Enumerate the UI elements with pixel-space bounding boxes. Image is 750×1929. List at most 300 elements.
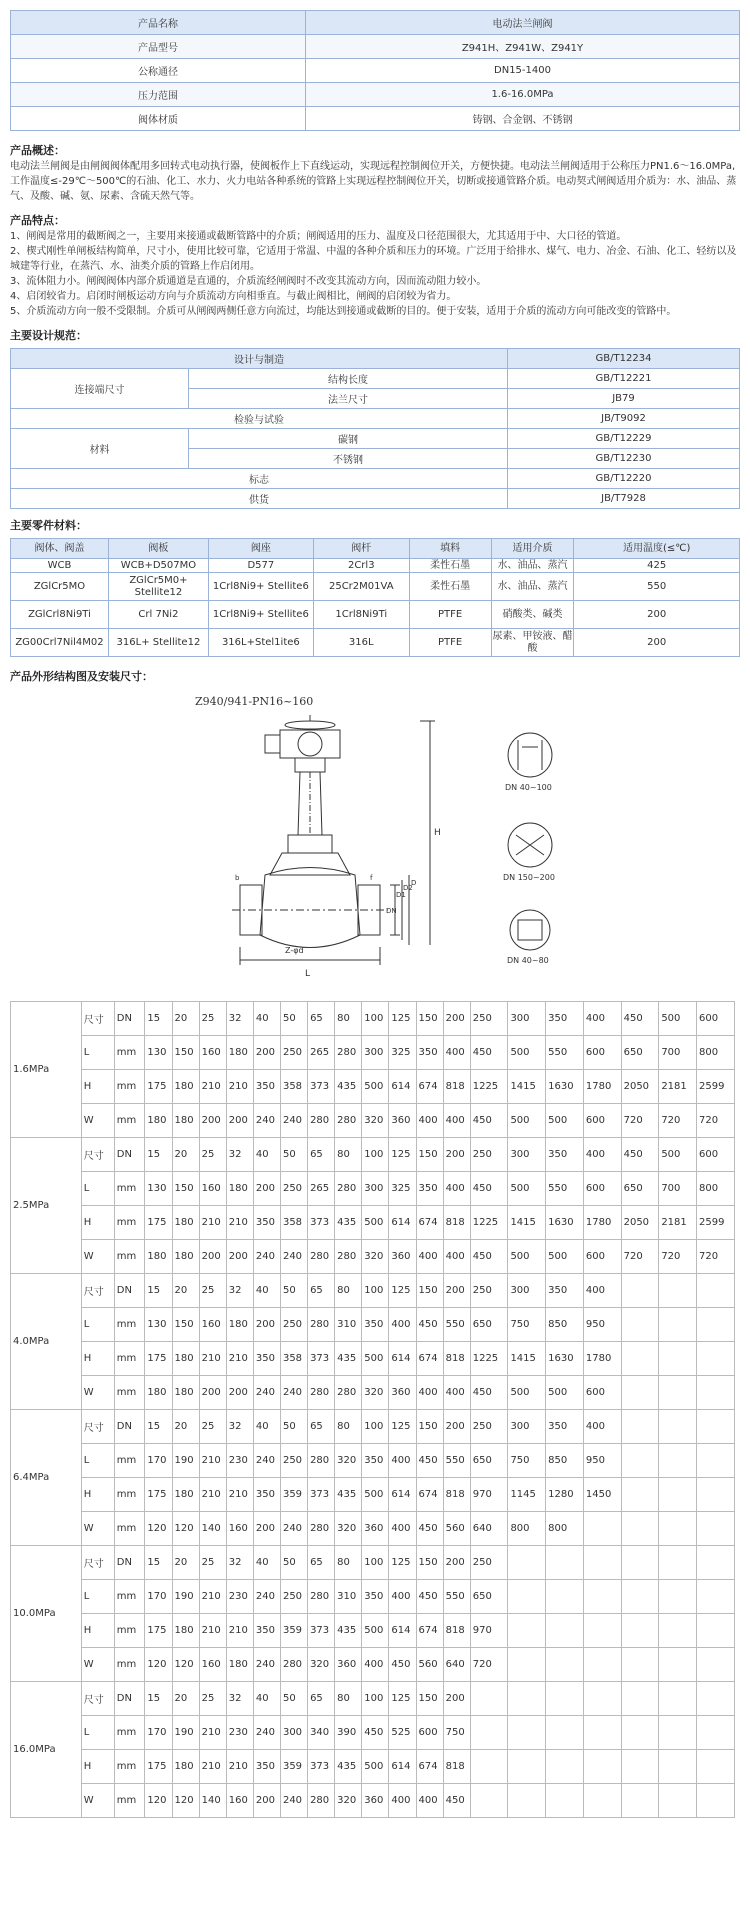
table-cell: 240 (253, 1376, 280, 1410)
table-cell: 650 (470, 1308, 508, 1342)
table-cell: D577 (208, 559, 313, 573)
table-cell: 15 (145, 1546, 172, 1580)
table-cell: 674 (416, 1478, 443, 1512)
table-cell: 650 (470, 1580, 508, 1614)
table-cell: 200 (253, 1036, 280, 1070)
table-cell: 170 (145, 1444, 172, 1478)
table-cell: 210 (226, 1070, 253, 1104)
table-cell: 850 (546, 1308, 584, 1342)
table-cell: 柔性石墨 (409, 573, 491, 601)
table-cell: 210 (199, 1614, 226, 1648)
table-cell (621, 1274, 659, 1308)
table-cell: 250 (470, 1274, 508, 1308)
table-row (11, 1070, 735, 1104)
table-cell: 产品名称 (11, 11, 306, 35)
table-cell: 160 (226, 1512, 253, 1546)
table-cell: 350 (253, 1070, 280, 1104)
table-cell: 25 (199, 1138, 226, 1172)
table-row (11, 1410, 735, 1444)
table-cell: 373 (308, 1070, 335, 1104)
table-cell (470, 1716, 508, 1750)
table-cell: 265 (308, 1172, 335, 1206)
table-cell: 280 (335, 1104, 362, 1138)
table-cell: mm (114, 1206, 145, 1240)
table-cell (583, 1580, 621, 1614)
table-cell: 标志 (11, 469, 508, 489)
table-cell: 800 (546, 1512, 584, 1546)
table-cell: 818 (443, 1342, 470, 1376)
table-cell: 350 (253, 1342, 280, 1376)
dim-label: D2 (403, 884, 413, 892)
table-cell: 尺寸 (81, 1274, 114, 1308)
table-cell: 614 (389, 1478, 416, 1512)
table-cell: 350 (253, 1206, 280, 1240)
table-cell: 400 (389, 1444, 416, 1478)
table-cell: ZGlCrl8Ni9Ti (11, 601, 109, 629)
table-cell: DN (114, 1546, 145, 1580)
table-cell: 320 (308, 1648, 335, 1682)
table-cell: 碳钢 (189, 429, 508, 449)
table-cell: 1225 (470, 1070, 508, 1104)
table-cell: GB/T12221 (508, 369, 740, 389)
table-cell: WCB+D507MO (108, 559, 208, 573)
table-cell (697, 1648, 735, 1682)
table-cell (697, 1716, 735, 1750)
table-row (11, 1206, 735, 1240)
table-cell (697, 1376, 735, 1410)
table-cell: 500 (362, 1614, 389, 1648)
table-cell: mm (114, 1240, 145, 1274)
pressure-cell: 1.6MPa (11, 1002, 82, 1138)
table-cell: 190 (172, 1716, 199, 1750)
table-cell: 40 (253, 1682, 280, 1716)
table-cell (697, 1308, 735, 1342)
table-cell: 25 (199, 1682, 226, 1716)
table-cell: 65 (308, 1682, 335, 1716)
table-cell: WCB (11, 559, 109, 573)
table-cell: 210 (199, 1070, 226, 1104)
feature-item: 5、介质流动方向一般不受限制。介质可从闸阀两侧任意方向流过，均能达到接通或截断的目的。便于安装，适用于介质的流动方向可能改变的管路中。 (10, 306, 677, 317)
table-cell: 100 (362, 1274, 389, 1308)
table-cell: 15 (145, 1138, 172, 1172)
table-cell: 614 (389, 1206, 416, 1240)
table-cell: 180 (145, 1376, 172, 1410)
table-cell: PTFE (409, 629, 491, 657)
table-cell: 400 (443, 1172, 470, 1206)
table-cell: 180 (226, 1172, 253, 1206)
table-cell (546, 1784, 584, 1818)
table-row (11, 1648, 735, 1682)
table-cell: 40 (253, 1546, 280, 1580)
table-cell: 435 (335, 1478, 362, 1512)
table-cell: 280 (335, 1172, 362, 1206)
table-cell: 180 (145, 1104, 172, 1138)
table-cell: 1Crl8Ni9+ Stellite6 (208, 601, 313, 629)
table-cell: 316L (313, 629, 409, 657)
table-cell (697, 1410, 735, 1444)
table-cell: H (81, 1750, 114, 1784)
table-cell: 25 (199, 1002, 226, 1036)
table-cell: 614 (389, 1342, 416, 1376)
table-cell: ZGlCr5MO (11, 573, 109, 601)
table-cell: 130 (145, 1036, 172, 1070)
table-cell: 产品型号 (11, 35, 306, 59)
table-cell (659, 1682, 697, 1716)
table-cell: mm (114, 1342, 145, 1376)
table-cell: 250 (280, 1308, 307, 1342)
pressure-cell: 10.0MPa (11, 1546, 82, 1682)
table-cell: 160 (199, 1036, 226, 1070)
table-cell (508, 1682, 546, 1716)
table-cell: W (81, 1104, 114, 1138)
table-cell: 240 (253, 1104, 280, 1138)
table-cell: 850 (546, 1444, 584, 1478)
table-cell: 32 (226, 1682, 253, 1716)
table-row (11, 489, 740, 509)
table-cell (659, 1274, 697, 1308)
table-cell: 100 (362, 1138, 389, 1172)
table-cell (470, 1682, 508, 1716)
table-cell: 600 (697, 1002, 735, 1036)
table-cell (697, 1342, 735, 1376)
table-cell: 200 (574, 629, 740, 657)
table-cell: 400 (389, 1784, 416, 1818)
table-cell: mm (114, 1070, 145, 1104)
table-cell: 25 (199, 1274, 226, 1308)
table-row (11, 629, 740, 657)
table-cell: 818 (443, 1206, 470, 1240)
table-row (11, 1274, 735, 1308)
table-cell: 350 (416, 1172, 443, 1206)
table-cell (621, 1648, 659, 1682)
table-cell: 720 (621, 1104, 659, 1138)
table-cell: 400 (583, 1002, 621, 1036)
table-cell (659, 1546, 697, 1580)
table-cell: 65 (308, 1410, 335, 1444)
table-cell: 1415 (508, 1342, 546, 1376)
table-cell: 尺寸 (81, 1410, 114, 1444)
table-cell: 550 (443, 1444, 470, 1478)
feature-item: 1、闸阀是常用的截断阀之一，主要用来接通或截断管路中的介质；闸阀适用的压力、温度及口径范围很大，尤其适用于中、大口径的管道。 (10, 231, 627, 242)
table-cell: 1780 (583, 1070, 621, 1104)
table-cell: 700 (659, 1172, 697, 1206)
table-cell: mm (114, 1512, 145, 1546)
table-cell: DN15-1400 (306, 59, 740, 83)
table-cell: 300 (280, 1716, 307, 1750)
table-cell: 360 (362, 1784, 389, 1818)
table-cell: 435 (335, 1750, 362, 1784)
table-cell: 674 (416, 1750, 443, 1784)
table-cell: 400 (443, 1036, 470, 1070)
table-cell: 50 (280, 1274, 307, 1308)
valve-drawing-svg (10, 685, 740, 995)
features-title: 产品特点： (10, 214, 65, 227)
table-row (11, 1308, 735, 1342)
table-cell: 500 (362, 1206, 389, 1240)
table-header-cell: 阀板 (108, 539, 208, 559)
table-cell: H (81, 1342, 114, 1376)
table-cell: 180 (172, 1614, 199, 1648)
table-cell: L (81, 1444, 114, 1478)
table-cell: 水、油品、蒸汽 (491, 559, 574, 573)
table-cell (659, 1750, 697, 1784)
table-cell: 130 (145, 1172, 172, 1206)
table-cell: 970 (470, 1614, 508, 1648)
table-header-row (11, 539, 740, 559)
detail-circle-icon (508, 733, 552, 777)
table-cell: 20 (172, 1682, 199, 1716)
table-cell: 600 (583, 1036, 621, 1070)
table-cell: 硝酸类、碱类 (491, 601, 574, 629)
table-cell: 240 (280, 1784, 307, 1818)
table-row (11, 1240, 735, 1274)
valve-body-icon (260, 868, 360, 948)
table-cell: 25 (199, 1546, 226, 1580)
table-row (11, 369, 740, 389)
table-cell (621, 1512, 659, 1546)
dim-label: DN (386, 907, 397, 915)
table-cell: 500 (508, 1036, 546, 1070)
table-cell: 280 (335, 1036, 362, 1070)
pressure-cell: 6.4MPa (11, 1410, 82, 1546)
table-cell: 40 (253, 1410, 280, 1444)
table-cell: 80 (335, 1002, 362, 1036)
table-cell: 450 (416, 1512, 443, 1546)
feature-item: 2、楔式刚性单闸板结构简单，尺寸小，使用比较可靠，它适用于常温、中温的各种介质和压力的环境。广泛用于给排水、煤气、电力、冶金、石油、化工、轻纺以及城建等行业，在蒸汽、水、油类介质的管路上作启闭用。 (10, 246, 737, 272)
table-cell: 150 (416, 1002, 443, 1036)
table-cell: 180 (145, 1240, 172, 1274)
table-cell: 500 (508, 1240, 546, 1274)
table-cell: 32 (226, 1002, 253, 1036)
table-cell: 210 (226, 1342, 253, 1376)
table-cell: W (81, 1240, 114, 1274)
table-cell: 法兰尺寸 (189, 389, 508, 409)
table-cell: 240 (253, 1580, 280, 1614)
table-cell: 尿素、甲铵液、醋酸 (491, 629, 574, 657)
table-cell: 铸钢、合金钢、不锈钢 (306, 107, 740, 131)
table-cell: 500 (546, 1240, 584, 1274)
table-cell: Crl 7Ni2 (108, 601, 208, 629)
table-cell: DN (114, 1002, 145, 1036)
table-cell: 500 (508, 1376, 546, 1410)
table-cell: 450 (389, 1648, 416, 1682)
table-cell: 240 (253, 1716, 280, 1750)
table-cell: 压力范围 (11, 83, 306, 107)
table-row (11, 1784, 735, 1818)
table-cell (508, 1716, 546, 1750)
table-cell: GB/T12229 (508, 429, 740, 449)
table-cell: 450 (362, 1716, 389, 1750)
table-cell: 160 (199, 1648, 226, 1682)
table-row (11, 349, 740, 369)
table-cell: 720 (697, 1240, 735, 1274)
table-cell: PTFE (409, 601, 491, 629)
table-cell: 450 (416, 1580, 443, 1614)
table-cell: 200 (443, 1002, 470, 1036)
table-cell: 300 (508, 1274, 546, 1308)
table-cell (697, 1274, 735, 1308)
table-cell (621, 1410, 659, 1444)
table-cell: 600 (583, 1240, 621, 1274)
table-cell: 180 (172, 1104, 199, 1138)
table-cell (508, 1546, 546, 1580)
table-cell: 200 (199, 1240, 226, 1274)
table-cell: 15 (145, 1410, 172, 1444)
table-cell: 818 (443, 1614, 470, 1648)
table-cell: 359 (280, 1750, 307, 1784)
table-cell: 650 (621, 1172, 659, 1206)
table-cell: 316L+ Stellite12 (108, 629, 208, 657)
table-cell: 210 (199, 1478, 226, 1512)
table-cell: 120 (145, 1512, 172, 1546)
table-cell: 600 (583, 1104, 621, 1138)
table-cell: 640 (470, 1512, 508, 1546)
table-cell: 150 (416, 1410, 443, 1444)
table-cell (470, 1750, 508, 1784)
table-cell: 550 (546, 1036, 584, 1070)
table-cell: 435 (335, 1206, 362, 1240)
table-cell: 818 (443, 1070, 470, 1104)
table-cell: 1415 (508, 1206, 546, 1240)
table-cell: 50 (280, 1546, 307, 1580)
table-cell: 300 (508, 1138, 546, 1172)
table-cell (697, 1784, 735, 1818)
table-cell: 500 (508, 1104, 546, 1138)
table-cell (546, 1546, 584, 1580)
table-row (11, 559, 740, 573)
table-cell: 150 (416, 1682, 443, 1716)
table-cell: 180 (172, 1376, 199, 1410)
table-cell: 120 (172, 1512, 199, 1546)
pressure-cell: 2.5MPa (11, 1138, 82, 1274)
table-cell: 80 (335, 1546, 362, 1580)
table-cell (697, 1750, 735, 1784)
table-cell: 650 (621, 1036, 659, 1070)
table-cell: 200 (253, 1784, 280, 1818)
table-cell: 65 (308, 1546, 335, 1580)
table-cell: 550 (574, 573, 740, 601)
table-cell: 674 (416, 1614, 443, 1648)
table-cell: Z941H、Z941W、Z941Y (306, 35, 740, 59)
table-cell: 280 (335, 1376, 362, 1410)
table-cell: 2181 (659, 1206, 697, 1240)
table-cell: 800 (508, 1512, 546, 1546)
table-cell: 15 (145, 1274, 172, 1308)
overview-text: 电动法兰闸阀是由闸阀阀体配用多回转式电动执行器，使阀板作上下直线运动，实现远程控制阀位开关，方便快捷。电动法兰闸阀适用于公称压力PN1.6～16.0MPa,工作温度≤-29℃～500℃的石油、化工、水力、火力电站各种系统的管路上实现远程控制阀位开关，切断或接通管路介质。电动契式闸阀适用介质为：水、油品、蒸气、及酸、碱、氨、尿素、含硫天然气等。 (10, 161, 737, 202)
table-row (11, 1104, 735, 1138)
table-row (11, 1172, 735, 1206)
table-cell (508, 1580, 546, 1614)
table-cell (659, 1716, 697, 1750)
table-cell: mm (114, 1444, 145, 1478)
design-title: 主要设计规范： (10, 329, 87, 342)
table-cell: 350 (546, 1138, 584, 1172)
table-cell: 300 (508, 1410, 546, 1444)
table-cell: 1630 (546, 1206, 584, 1240)
table-cell (659, 1376, 697, 1410)
table-row (11, 1546, 735, 1580)
table-cell: 360 (389, 1240, 416, 1274)
table-row (11, 59, 740, 83)
dim-label: f (370, 874, 373, 882)
table-cell: 818 (443, 1750, 470, 1784)
table-cell: 210 (226, 1206, 253, 1240)
table-cell: 80 (335, 1274, 362, 1308)
table-row (11, 409, 740, 429)
table-header-cell: 阀杆 (313, 539, 409, 559)
table-cell (546, 1648, 584, 1682)
table-cell: mm (114, 1376, 145, 1410)
table-cell: 600 (416, 1716, 443, 1750)
table-cell: 350 (546, 1274, 584, 1308)
table-cell: 1Crl8Ni9+ Stellite6 (208, 573, 313, 601)
table-cell: 400 (416, 1784, 443, 1818)
detail-label: DN 150~200 (503, 873, 555, 882)
table-cell: 25Cr2M01VA (313, 573, 409, 601)
table-cell: 300 (362, 1172, 389, 1206)
table-cell: 连接端尺寸 (11, 369, 189, 409)
table-cell: GB/T12234 (508, 349, 740, 369)
table-cell: 720 (659, 1240, 697, 1274)
table-cell: 125 (389, 1002, 416, 1036)
table-cell: DN (114, 1682, 145, 1716)
table-row (11, 429, 740, 449)
table-cell (697, 1580, 735, 1614)
materials-title: 主要零件材料： (10, 519, 87, 532)
table-cell: 358 (280, 1342, 307, 1376)
table-cell: 2050 (621, 1206, 659, 1240)
table-cell (621, 1614, 659, 1648)
table-cell: DN (114, 1410, 145, 1444)
table-cell: 614 (389, 1070, 416, 1104)
table-cell: 240 (280, 1104, 307, 1138)
table-cell: JB79 (508, 389, 740, 409)
table-cell: 80 (335, 1682, 362, 1716)
table-cell: 674 (416, 1342, 443, 1376)
table-cell: mm (114, 1580, 145, 1614)
table-cell: 2050 (621, 1070, 659, 1104)
table-cell: mm (114, 1478, 145, 1512)
table-cell: 1450 (583, 1478, 621, 1512)
table-cell: 柔性石墨 (409, 559, 491, 573)
table-cell: 250 (280, 1172, 307, 1206)
overview-title: 产品概述： (10, 144, 65, 157)
table-cell: 32 (226, 1546, 253, 1580)
pressure-cell: 16.0MPa (11, 1682, 82, 1818)
table-cell: 电动法兰闸阀 (306, 11, 740, 35)
table-row (11, 1376, 735, 1410)
table-cell: 360 (389, 1376, 416, 1410)
table-cell: 200 (574, 601, 740, 629)
table-row (11, 469, 740, 489)
table-cell: 280 (280, 1648, 307, 1682)
table-cell: 25 (199, 1410, 226, 1444)
table-cell: 1780 (583, 1206, 621, 1240)
table-cell: 320 (362, 1376, 389, 1410)
table-header-cell: 阀体、阀盖 (11, 539, 109, 559)
table-row (11, 1614, 735, 1648)
table-cell: 560 (416, 1648, 443, 1682)
table-cell: 674 (416, 1206, 443, 1240)
table-cell: 200 (253, 1308, 280, 1342)
table-row (11, 107, 740, 131)
table-cell: JB/T9092 (508, 409, 740, 429)
table-cell (546, 1716, 584, 1750)
table-cell: W (81, 1512, 114, 1546)
table-cell: 32 (226, 1410, 253, 1444)
table-cell: 450 (470, 1104, 508, 1138)
table-cell (583, 1648, 621, 1682)
